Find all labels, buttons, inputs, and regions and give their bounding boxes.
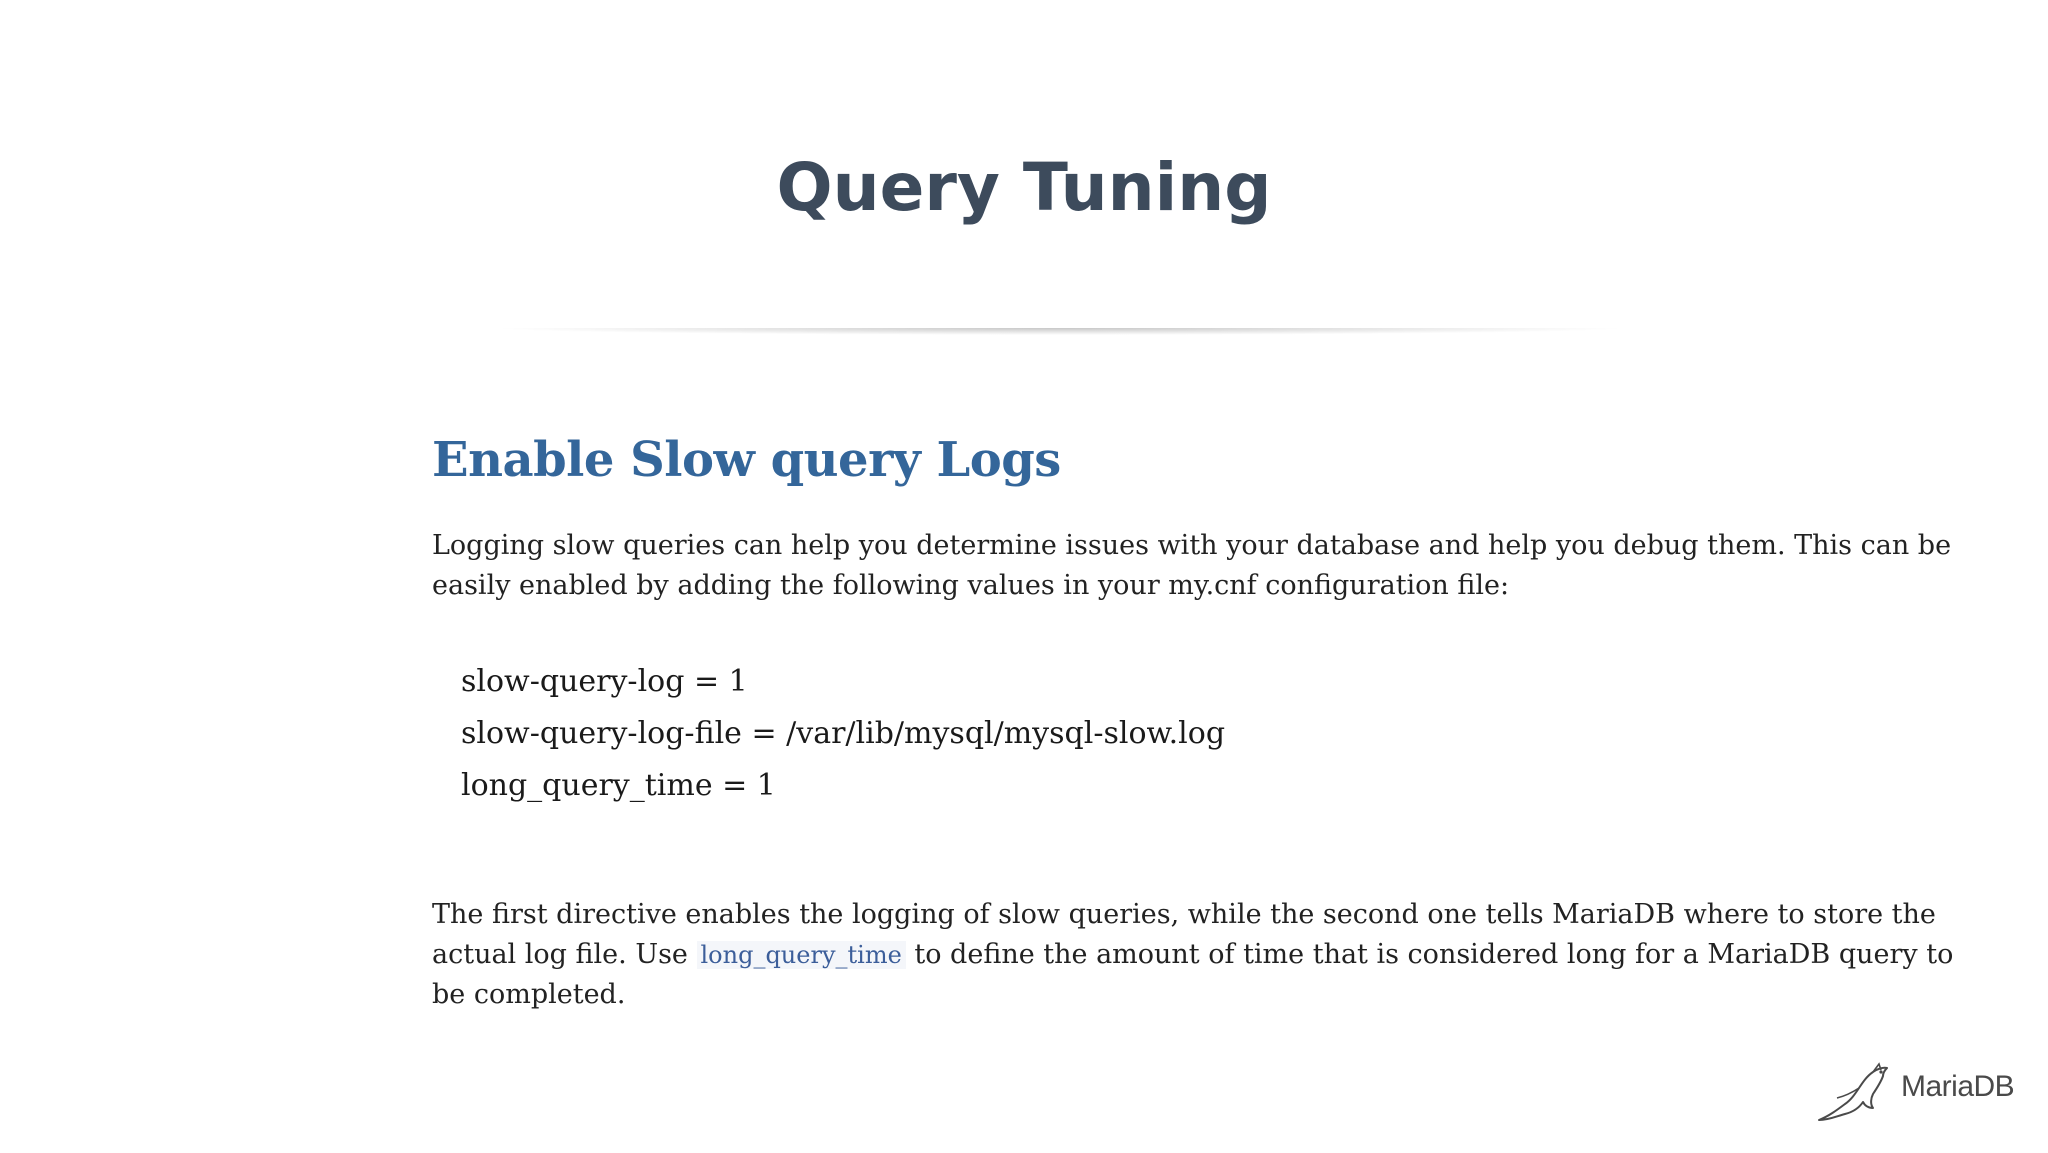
intro-paragraph: Logging slow queries can help you determine issues with your database and help you debug them. This can be easily enabled by adding the following values in your my.cnf configuration file: bbox=[432, 530, 1952, 601]
outro-paragraph bbox=[432, 895, 1972, 1015]
mariadb-logo bbox=[1815, 1058, 2015, 1128]
config-line: slow-query-log-file = /var/lib/mysql/mysql-slow.log bbox=[461, 716, 1226, 751]
slide-title: Query Tuning bbox=[776, 149, 1272, 226]
outro-text-before: The first directive enables the logging of slow queries, while the second one tells MariaDB where to store the actual log file. Use bbox=[432, 899, 1936, 970]
config-line: slow-query-log = 1 bbox=[461, 664, 748, 699]
config-code-block bbox=[461, 656, 1225, 812]
outro-text-after: to define the amount of time that is considered long for a MariaDB query to be completed. bbox=[432, 939, 1954, 1010]
config-line: long_query_time = 1 bbox=[461, 768, 776, 803]
logo-text: MariaDB bbox=[1901, 1070, 2015, 1103]
inline-code-long-query-time: long_query_time bbox=[697, 941, 906, 969]
title-divider bbox=[495, 328, 1625, 342]
section-heading: Enable Slow query Logs bbox=[432, 432, 1061, 488]
seal-logo-icon bbox=[1815, 1058, 1901, 1128]
